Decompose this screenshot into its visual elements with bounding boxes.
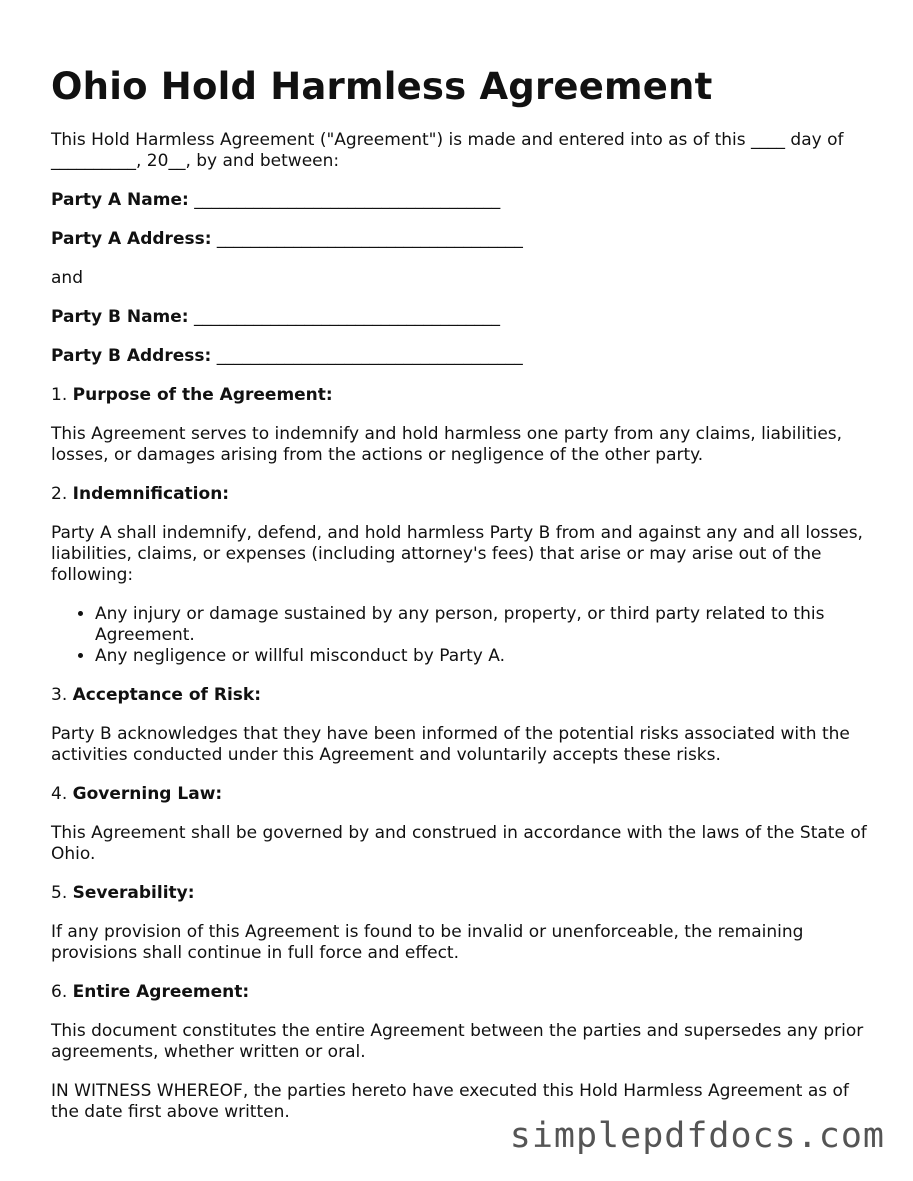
section-title: Governing Law: bbox=[72, 784, 223, 804]
party-a-name-line: ____________________________________ bbox=[194, 190, 501, 210]
page-title: Ohio Hold Harmless Agreement bbox=[51, 65, 713, 108]
party-b-address-field bbox=[51, 346, 871, 367]
section-title: Entire Agreement: bbox=[72, 982, 250, 1002]
section-heading-risk bbox=[51, 685, 871, 706]
section-body-governing-law: This Agreement shall be governed by and construed in accordance with the laws of the State of Ohio. bbox=[51, 823, 867, 864]
section-heading-entire-agreement bbox=[51, 982, 871, 1003]
party-a-address-line: ____________________________________ bbox=[216, 229, 523, 249]
party-b-name-label: Party B Name: bbox=[51, 307, 189, 327]
section-body-entire-agreement: This document constitutes the entire Agreement between the parties and supersedes any prior agreements, whether written or oral. bbox=[51, 1021, 864, 1062]
closing-paragraph: IN WITNESS WHEREOF, the parties hereto have executed this Hold Harmless Agreement as of the date first above written. bbox=[51, 1081, 849, 1122]
section-heading-severability bbox=[51, 883, 871, 904]
party-a-name-field bbox=[51, 190, 871, 211]
watermark: simplepdfdocs.com bbox=[509, 1116, 885, 1156]
section-number: 6. bbox=[51, 982, 68, 1002]
list-item: • Any injury or damage sustained by any person, property, or third party related to this Agreement. bbox=[95, 604, 871, 646]
section-body-purpose: This Agreement serves to indemnify and hold harmless one party from any claims, liabilities, losses, or damages arising from the actions or negligence of the other party. bbox=[51, 424, 843, 465]
party-b-name-field bbox=[51, 307, 871, 328]
section-number: 2. bbox=[51, 484, 68, 504]
section-number: 4. bbox=[51, 784, 68, 804]
list-item: • Any negligence or willful misconduct by Party A. bbox=[95, 646, 871, 667]
section-heading-purpose bbox=[51, 385, 871, 406]
section-number: 3. bbox=[51, 685, 68, 705]
section-body-indemnification: Party A shall indemnify, defend, and hold harmless Party B from and against any and all losses, liabilities, claims, or expenses (including attorney's fees) that arise or may arise out of the following: bbox=[51, 523, 863, 585]
indemnification-list bbox=[51, 604, 871, 667]
section-title: Purpose of the Agreement: bbox=[72, 385, 333, 405]
section-number: 5. bbox=[51, 883, 68, 903]
intro-paragraph: This Hold Harmless Agreement ("Agreement") is made and entered into as of this ____ day of __________, 20__, by and between: bbox=[51, 130, 844, 171]
section-body-severability: If any provision of this Agreement is found to be invalid or unenforceable, the remaining provisions shall continue in full force and effect. bbox=[51, 922, 804, 963]
and-text: and bbox=[51, 268, 83, 288]
document-page bbox=[51, 64, 871, 1141]
party-a-address-label: Party A Address: bbox=[51, 229, 212, 249]
section-body-risk: Party B acknowledges that they have been informed of the potential risks associated with the activities conducted under this Agreement and voluntarily accepts these risks. bbox=[51, 724, 850, 765]
section-heading-governing-law bbox=[51, 784, 871, 805]
party-b-address-line: ____________________________________ bbox=[216, 346, 523, 366]
section-title: Severability: bbox=[72, 883, 195, 903]
section-heading-indemnification bbox=[51, 484, 871, 505]
section-title: Indemnification: bbox=[72, 484, 230, 504]
section-title: Acceptance of Risk: bbox=[72, 685, 262, 705]
section-number: 1. bbox=[51, 385, 68, 405]
party-a-address-field bbox=[51, 229, 871, 250]
party-a-name-label: Party A Name: bbox=[51, 190, 189, 210]
party-b-name-line: ____________________________________ bbox=[194, 307, 501, 327]
party-b-address-label: Party B Address: bbox=[51, 346, 212, 366]
